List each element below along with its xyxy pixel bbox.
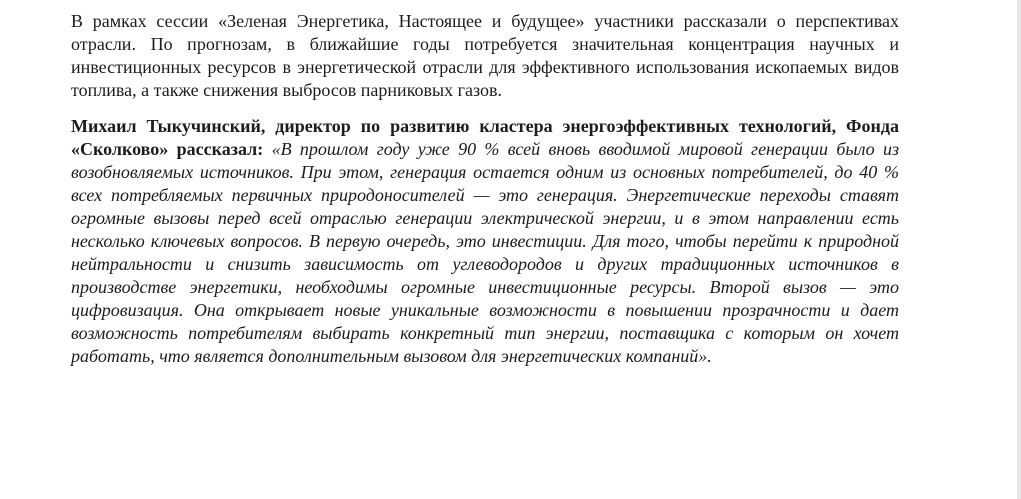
speaker-quote: «В прошлом году уже 90 % всей вновь вводимой мировой генерации было из возобновляемых источников. При этом, генерация остается одним из основных потребителей, до 40 % всех потребляемых первичных природоносителей — это генерация. Энергетические переходы ставят огромные вызовы перед всей отраслью генерации электрической энергии, и в этом направлении есть несколько ключевых вопросов. В первую очередь, это инвестиции. Для того, чтобы перейти к природной нейтральности и снизить зависимость от углеводородов и других традиционных источников в производстве энергетики, необходимы огромные инвестиционные ресурсы. Второй вызов — это цифровизация. Она открывает новые уникальные возможности в повышении прозрачности и дает возможность потребителям выбирать конкретный тип энергии, поставщика с которым он хочет работать, что является дополнительным вызовом для энергетических компаний». [71, 139, 900, 366]
document-body [71, 10, 899, 368]
speaker-intro: Михаил Тыкучинский, директор по развитию кластера энергоэффективных технологий, Фонда «Сколково» рассказал: [71, 116, 899, 159]
page-edge [1017, 0, 1021, 499]
intro-paragraph: В рамках сессии «Зеленая Энергетика, Настоящее и будущее» участники рассказали о перспективах отрасли. По прогнозам, в ближайшие годы потребуется значительная концентрация научных и инвестиционных ресурсов в энергетической отрасли для эффективного использования ископаемых видов топлива, а также снижения выбросов парниковых газов. [71, 11, 899, 100]
quote-paragraph [71, 115, 899, 368]
